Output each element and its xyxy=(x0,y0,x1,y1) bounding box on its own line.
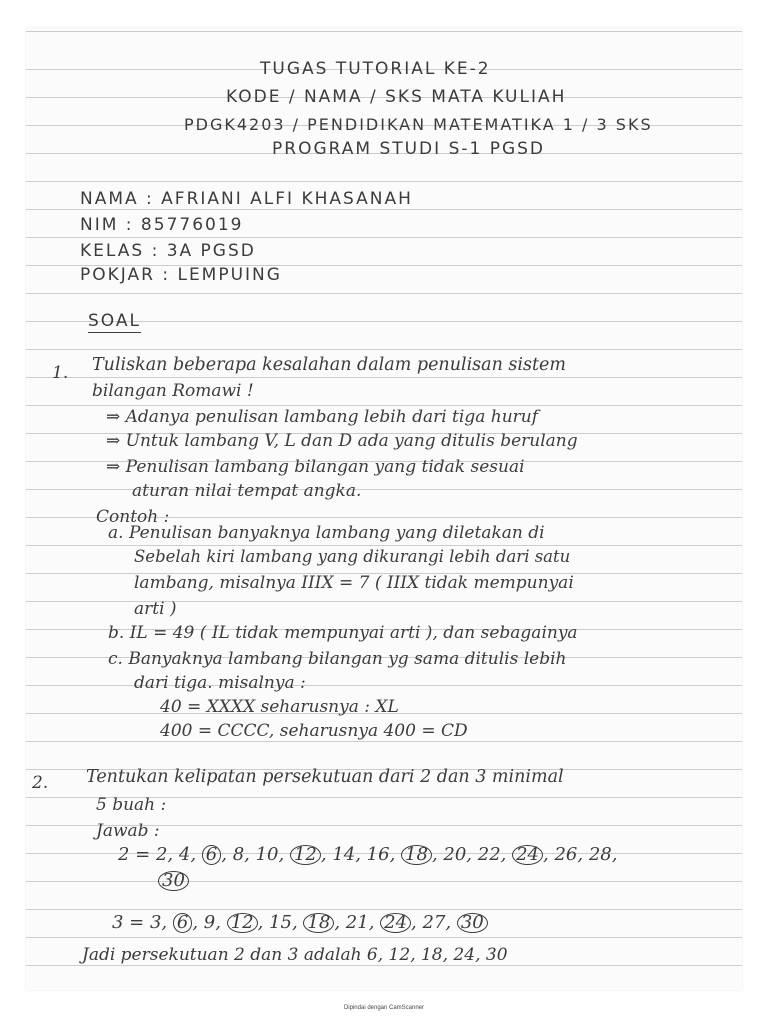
multiple-value: 15 xyxy=(269,912,292,933)
multiple-value: 9 xyxy=(203,912,216,933)
q1-a-4: arti ) xyxy=(134,599,177,619)
multiple-circled: 12 xyxy=(227,913,258,933)
multiples-of-3-list xyxy=(173,912,488,933)
separator: , xyxy=(355,844,367,865)
multiple-circled: 6 xyxy=(173,913,192,933)
q2-jawab: Jawab : xyxy=(96,821,160,841)
separator: , xyxy=(543,844,555,865)
scanner-footer: Dipindai dengan CamScanner xyxy=(343,1005,425,1011)
multiple-value: 20 xyxy=(443,844,467,865)
notebook-page xyxy=(26,28,742,990)
q1-b-1: b. IL = 49 ( IL tidak mempunyai arti ), dan sebagainya xyxy=(108,623,578,643)
separator: , xyxy=(291,912,304,933)
multiples-of-2-list xyxy=(202,844,618,865)
separator: , xyxy=(221,844,233,865)
q1-a-2: Sebelah kiri lambang yang dikurangi lebih dari satu xyxy=(134,547,571,566)
q2-number: 2. xyxy=(32,773,49,793)
multiple-circled: 6 xyxy=(202,845,221,865)
multiple-circled: 30 xyxy=(457,913,488,933)
separator: , xyxy=(192,912,204,933)
q1-text-2: bilangan Romawi ! xyxy=(92,381,254,401)
multiples-of-2-last-row xyxy=(158,870,189,892)
multiple-value: 27 xyxy=(422,912,446,933)
separator: , xyxy=(500,844,513,865)
separator: , xyxy=(278,844,290,865)
q1-c-4: 400 = CCCC, seharusnya 400 = CD xyxy=(160,721,468,741)
multiple-circled: 18 xyxy=(401,845,432,865)
q2-text-1: Tentukan kelipatan persekutuan dari 2 dan 3 minimal xyxy=(86,767,564,787)
q1-bullet-1: ⇒ Adanya penulisan lambang lebih dari tiga huruf xyxy=(106,407,539,427)
q2-conclusion: Jadi persekutuan 2 dan 3 adalah 6, 12, 18, 24, 30 xyxy=(82,945,508,965)
header-program: PROGRAM STUDI S-1 PGSD xyxy=(272,139,546,159)
q1-bullet-2: ⇒ Untuk lambang V, L dan D ada yang ditulis berulang xyxy=(106,431,578,451)
separator: , xyxy=(334,912,346,933)
separator: , xyxy=(466,844,478,865)
separator: , xyxy=(411,912,423,933)
header-course: PDGK4203 / PENDIDIKAN MATEMATIKA 1 / 3 SKS xyxy=(184,115,653,134)
separator: , xyxy=(257,912,270,933)
q1-c-2: dari tiga. misalnya : xyxy=(134,673,306,693)
q1-a-3: lambang, misalnya IIIX = 7 ( IIIX tidak mempunyai xyxy=(134,573,574,593)
separator: , xyxy=(431,844,444,865)
separator: , xyxy=(611,844,618,865)
multiple-value: 28 xyxy=(588,844,612,865)
separator: , xyxy=(577,844,589,865)
multiple-value: 22 xyxy=(477,844,501,865)
multiple-circled: 30 xyxy=(158,871,189,891)
separator: , xyxy=(445,912,457,933)
q1-a-1: a. Penulisan banyaknya lambang yang diletakan di xyxy=(108,523,545,543)
separator: , xyxy=(368,912,381,933)
student-pokjar: POKJAR : LEMPUING xyxy=(80,265,282,285)
q1-text-1: Tuliskan beberapa kesalahan dalam penulisan sistem xyxy=(92,355,566,375)
multiples-of-2-prefix: 2 = 2, 4, xyxy=(118,844,197,865)
q1-bullet-3a: ⇒ Penulisan lambang bilangan yang tidak sesuai xyxy=(106,457,525,477)
multiples-of-3-prefix: 3 = 3, xyxy=(112,912,168,933)
multiples-of-2-row xyxy=(118,844,617,866)
separator: , xyxy=(215,912,227,933)
multiple-value: 10 xyxy=(255,844,279,865)
multiple-value: 16 xyxy=(366,844,390,865)
separator: , xyxy=(320,844,333,865)
q1-number: 1. xyxy=(52,363,69,383)
multiples-of-3-row xyxy=(112,912,488,934)
multiple-value: 26 xyxy=(554,844,578,865)
multiple-circled: 12 xyxy=(290,845,321,865)
student-nim: NIM : 85776019 xyxy=(80,215,244,235)
multiple-circled: 18 xyxy=(303,913,334,933)
student-class: KELAS : 3A PGSD xyxy=(80,241,256,261)
q1-c-1: c. Banyaknya lambang bilangan yg sama ditulis lebih xyxy=(108,649,567,669)
multiple-circled: 24 xyxy=(380,913,411,933)
header-title: TUGAS TUTORIAL KE-2 xyxy=(260,59,491,79)
separator: , xyxy=(244,844,256,865)
multiple-circled: 24 xyxy=(512,845,543,865)
q1-bullet-3b: aturan nilai tempat angka. xyxy=(132,481,362,501)
q2-text-2: 5 buah : xyxy=(96,795,167,815)
multiple-value: 21 xyxy=(345,912,369,933)
multiple-value: 14 xyxy=(332,844,356,865)
q1-contoh: Contoh : xyxy=(96,507,170,527)
q1-c-3: 40 = XXXX seharusnya : XL xyxy=(160,697,399,717)
student-name: NAMA : AFRIANI ALFI KHASANAH xyxy=(80,189,413,209)
soal-heading: SOAL xyxy=(88,311,141,331)
separator: , xyxy=(389,844,402,865)
header-course-label: KODE / NAMA / SKS MATA KULIAH xyxy=(226,87,567,107)
multiple-value: 8 xyxy=(232,844,245,865)
